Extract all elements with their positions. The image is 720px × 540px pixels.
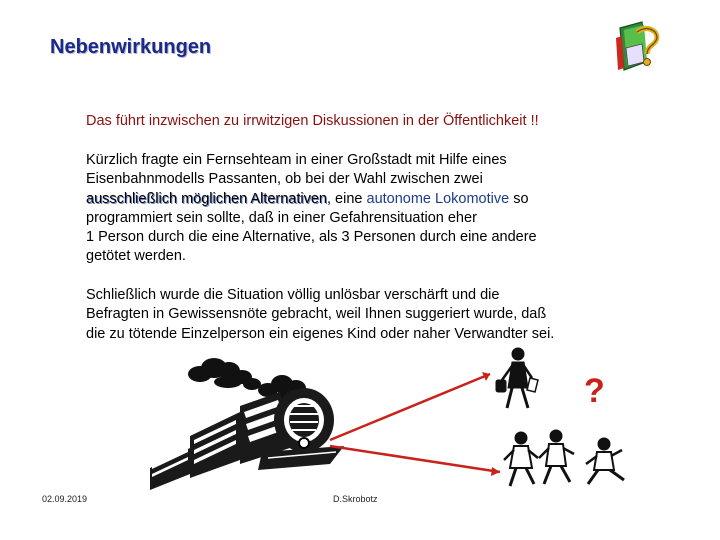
text-line: Schließlich wurde die Situation völlig unlösbar verschärft und die <box>86 287 500 303</box>
text-fragment: so <box>509 190 529 207</box>
text-line: Befragten in Gewissensnöte gebracht, weil Ihnen suggeriert wurde, daß <box>86 306 547 323</box>
person-silhouette-icon <box>496 348 538 408</box>
track-to-children <box>330 446 500 472</box>
track-to-single-person <box>330 374 490 440</box>
arrow-head-icon <box>491 467 500 476</box>
footer-author: D.Skrobotz <box>333 494 378 504</box>
slide-title: Nebenwirkungen <box>50 36 212 58</box>
child-silhouette-icon <box>586 438 624 484</box>
book-question-icon <box>612 18 662 76</box>
text-fragment: , eine <box>327 190 367 207</box>
text-line: Eisenbahnmodells Passanten, ob bei der Wahl zwischen zwei <box>86 171 483 188</box>
running-children-icon <box>504 430 624 486</box>
paragraph-television-survey <box>86 151 686 267</box>
trolley-illustration <box>0 340 720 500</box>
child-silhouette-icon <box>539 430 574 484</box>
text-line: Kürzlich fragte ein Fernsehteam in einer Großstadt mit Hilfe eines <box>86 152 507 168</box>
smoke-cloud-icon <box>188 358 261 390</box>
text-line: die zu tötende Einzelperson ein eigenes Kind oder naher Verwandter sei. <box>86 325 555 342</box>
intro-text: Das führt inzwischen zu irrwitzigen Diskussionen in der Öffentlichkeit !! <box>86 113 539 129</box>
question-mark: ? <box>584 372 605 410</box>
locomotive-icon <box>150 388 344 490</box>
text-line <box>86 190 686 209</box>
text-line: 1 Person durch die eine Alternative, als 3 Personen durch eine andere <box>86 229 537 246</box>
highlight-alternatives: ausschließlich möglichen Alternativen <box>86 190 327 207</box>
text-line: programmiert sein sollte, daß in einer Gefahrensituation eher <box>86 209 477 226</box>
highlight-autonomous-locomotive: autonome Lokomotive <box>366 190 510 207</box>
child-silhouette-icon <box>504 432 538 486</box>
text-line: getötet werden. <box>86 248 186 265</box>
footer-date: 02.09.2019 <box>42 494 88 504</box>
paragraph-dilemma <box>86 286 686 344</box>
